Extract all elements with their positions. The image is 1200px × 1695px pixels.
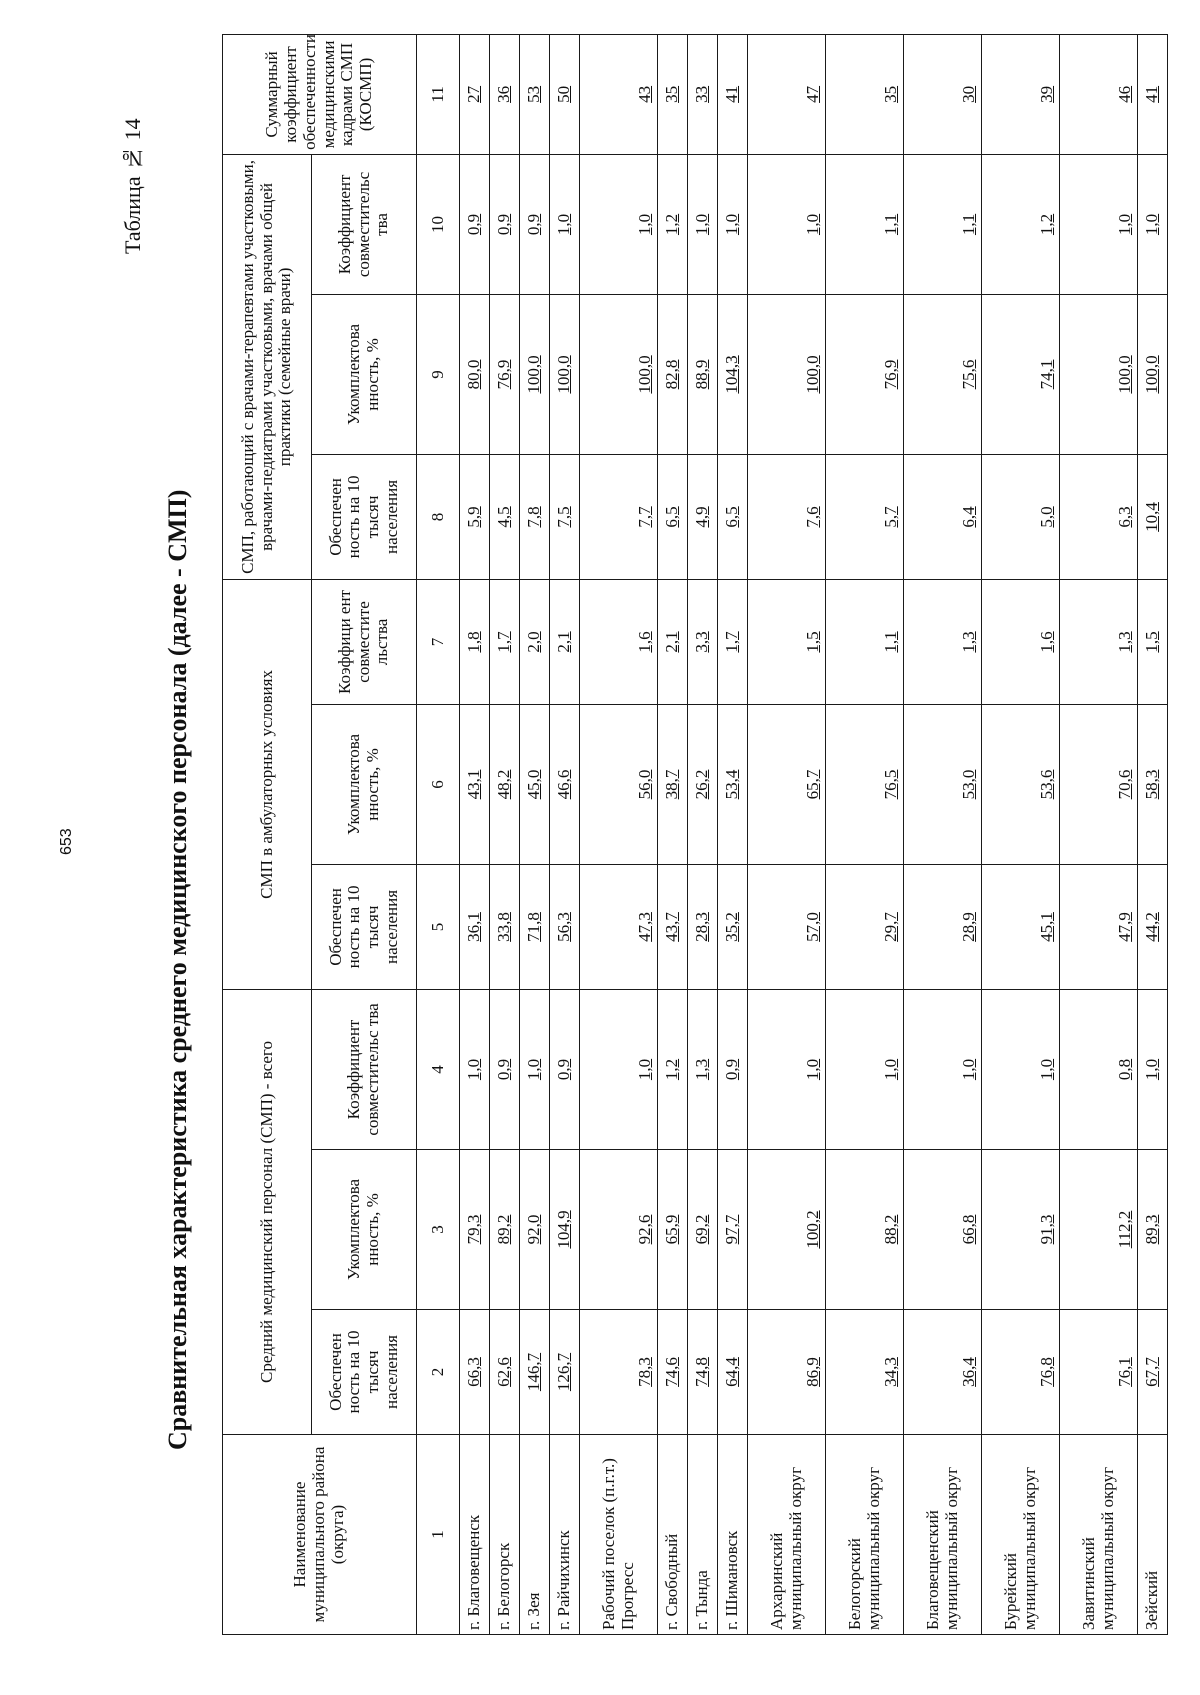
cell-amb-provision: 47,3	[580, 864, 658, 989]
cell-kosmp: 35	[658, 34, 688, 154]
cell-amb-staffing: 53,4	[718, 704, 748, 864]
cell-dist-coef: 1,0	[688, 154, 718, 294]
cell-dist-coef: 1,1	[904, 154, 982, 294]
cell-amb-staffing: 53,6	[982, 704, 1060, 864]
row-name-cell: Белогорский муниципальный округ	[826, 1435, 904, 1635]
cell-total-provision: 74,6	[658, 1310, 688, 1435]
header-dist-provision: Обеспечен ность на 10 тысяч населения	[312, 454, 417, 579]
cell-total-provision: 86,9	[748, 1310, 826, 1435]
cell-dist-staffing: 100,0	[748, 294, 826, 454]
cell-total-provision: 62,6	[490, 1310, 520, 1435]
cell-kosmp: 47	[748, 34, 826, 154]
table-row	[550, 34, 580, 1634]
header-total-staffing: Укомплектова нность, %	[312, 1150, 417, 1310]
cell-dist-coef: 1,0	[748, 154, 826, 294]
cell-total-provision: 78,3	[580, 1310, 658, 1435]
header-total-provision: Обеспечен ность на 10 тысяч населения	[312, 1310, 417, 1435]
cell-amb-provision: 36,1	[460, 864, 490, 989]
cell-amb-staffing: 58,3	[1138, 704, 1168, 864]
row-name-cell: г. Тында	[688, 1435, 718, 1635]
cell-amb-staffing: 65,7	[748, 704, 826, 864]
cell-total-staffing: 66,8	[904, 1150, 982, 1310]
cell-dist-coef: 0,9	[490, 154, 520, 294]
cell-amb-provision: 33,8	[490, 864, 520, 989]
cell-amb-staffing: 26,2	[688, 704, 718, 864]
cell-dist-coef: 1,0	[1138, 154, 1168, 294]
cell-dist-provision: 6,4	[904, 454, 982, 579]
cell-total-staffing: 89,2	[490, 1150, 520, 1310]
cell-amb-staffing: 48,2	[490, 704, 520, 864]
cell-amb-coef: 1,3	[904, 579, 982, 704]
cell-dist-staffing: 88,9	[688, 294, 718, 454]
row-name-cell: Архаринский муниципальный округ	[748, 1435, 826, 1635]
header-total-coef: Коэффициент совместительс тва	[312, 989, 417, 1149]
table-label: Таблица № 14	[120, 118, 145, 254]
header-row-groups	[223, 34, 312, 1634]
row-name-cell: Завитинский муниципальный округ	[1060, 1435, 1138, 1635]
cell-kosmp: 53	[520, 34, 550, 154]
cell-dist-provision: 7,7	[580, 454, 658, 579]
cell-amb-provision: 57,0	[748, 864, 826, 989]
cell-amb-staffing: 70,6	[1060, 704, 1138, 864]
cell-amb-staffing: 38,7	[658, 704, 688, 864]
cell-dist-provision: 7,8	[520, 454, 550, 579]
cell-amb-provision: 47,9	[1060, 864, 1138, 989]
cell-kosmp: 39	[982, 34, 1060, 154]
table-title: Сравнительная характеристика среднего медицинского персонала (далее - СМП)	[163, 489, 192, 1451]
cell-amb-coef: 1,3	[1060, 579, 1138, 704]
cell-amb-coef: 1,6	[982, 579, 1060, 704]
cell-total-provision: 74,8	[688, 1310, 718, 1435]
cell-amb-coef: 3,3	[688, 579, 718, 704]
cell-kosmp: 41	[718, 34, 748, 154]
cell-amb-coef: 2,1	[550, 579, 580, 704]
cell-total-coef: 0,9	[718, 989, 748, 1149]
cell-amb-provision: 28,9	[904, 864, 982, 989]
cell-total-staffing: 89,3	[1138, 1150, 1168, 1310]
row-name-cell: Зейский	[1138, 1435, 1168, 1635]
cell-dist-staffing: 100,0	[1138, 294, 1168, 454]
cell-total-provision: 34,3	[826, 1310, 904, 1435]
cell-total-provision: 146,7	[520, 1310, 550, 1435]
table-row	[982, 34, 1060, 1634]
cell-dist-coef: 1,1	[826, 154, 904, 294]
header-kosmp: Суммарный коэффициент обеспеченности медицинскими кадрами СМП (КОСМП)	[223, 34, 417, 154]
cell-total-provision: 126,7	[550, 1310, 580, 1435]
cell-dist-provision: 4,9	[688, 454, 718, 579]
header-dist-staffing: Укомплектова нность, %	[312, 294, 417, 454]
cell-dist-coef: 1,0	[580, 154, 658, 294]
cell-amb-provision: 43,7	[658, 864, 688, 989]
column-number: 9	[417, 294, 460, 454]
row-name-cell: г. Зея	[520, 1435, 550, 1635]
row-name-cell: г. Райчихинск	[550, 1435, 580, 1635]
row-name-cell: г. Шимановск	[718, 1435, 748, 1635]
cell-kosmp: 36	[490, 34, 520, 154]
cell-dist-staffing: 100,0	[1060, 294, 1138, 454]
column-number: 10	[417, 154, 460, 294]
cell-total-coef: 1,2	[658, 989, 688, 1149]
cell-dist-provision: 7,5	[550, 454, 580, 579]
cell-amb-coef: 2,1	[658, 579, 688, 704]
table-row	[826, 34, 904, 1634]
row-name-cell: г. Благовещенск	[460, 1435, 490, 1635]
cell-amb-staffing: 46,6	[550, 704, 580, 864]
column-number: 2	[417, 1310, 460, 1435]
header-row-sub	[312, 34, 417, 1634]
table-row	[1138, 34, 1168, 1634]
column-number: 8	[417, 454, 460, 579]
column-number: 5	[417, 864, 460, 989]
cell-total-coef: 1,0	[580, 989, 658, 1149]
cell-dist-staffing: 100,0	[550, 294, 580, 454]
cell-dist-staffing: 80,0	[460, 294, 490, 454]
table-body	[417, 34, 1168, 1634]
staff-comparison-table	[222, 34, 1168, 1635]
row-name-cell: г. Белогорск	[490, 1435, 520, 1635]
cell-total-provision: 36,4	[904, 1310, 982, 1435]
cell-dist-coef: 0,9	[520, 154, 550, 294]
cell-total-coef: 1,0	[748, 989, 826, 1149]
table-row	[490, 34, 520, 1634]
cell-total-staffing: 88,2	[826, 1150, 904, 1310]
cell-total-coef: 1,3	[688, 989, 718, 1149]
cell-amb-coef: 1,7	[490, 579, 520, 704]
cell-total-provision: 76,8	[982, 1310, 1060, 1435]
header-amb-provision: Обеспечен ность на 10 тысяч населения	[312, 864, 417, 989]
cell-total-coef: 1,0	[982, 989, 1060, 1149]
cell-amb-coef: 1,5	[748, 579, 826, 704]
cell-amb-staffing: 45,0	[520, 704, 550, 864]
cell-dist-provision: 6,5	[718, 454, 748, 579]
table-row	[460, 34, 490, 1634]
cell-total-coef: 1,0	[826, 989, 904, 1149]
cell-total-staffing: 65,9	[658, 1150, 688, 1310]
cell-dist-coef: 1,0	[550, 154, 580, 294]
cell-total-coef: 1,0	[460, 989, 490, 1149]
cell-dist-staffing: 76,9	[826, 294, 904, 454]
cell-amb-provision: 44,2	[1138, 864, 1168, 989]
table-row	[748, 34, 826, 1634]
page-number: 653	[58, 828, 75, 856]
cell-amb-staffing: 76,5	[826, 704, 904, 864]
cell-total-provision: 76,1	[1060, 1310, 1138, 1435]
cell-kosmp: 43	[580, 34, 658, 154]
column-number: 1	[417, 1435, 460, 1635]
cell-total-coef: 1,0	[904, 989, 982, 1149]
header-group-district: СМП, работающий с врачами-терапевтами участковыми, врачами-педиатрами участковыми, врачами общей практики (семейные врачи)	[223, 154, 312, 579]
cell-dist-provision: 7,6	[748, 454, 826, 579]
cell-amb-coef: 1,5	[1138, 579, 1168, 704]
cell-total-staffing: 92,6	[580, 1150, 658, 1310]
cell-total-coef: 1,0	[520, 989, 550, 1149]
column-number: 6	[417, 704, 460, 864]
cell-total-staffing: 97,7	[718, 1150, 748, 1310]
cell-amb-coef: 2,0	[520, 579, 550, 704]
header-amb-staffing: Укомплектова нность, %	[312, 704, 417, 864]
cell-amb-staffing: 56,0	[580, 704, 658, 864]
cell-total-staffing: 69,2	[688, 1150, 718, 1310]
cell-dist-staffing: 100,0	[580, 294, 658, 454]
row-name-cell: г. Свободный	[658, 1435, 688, 1635]
row-name-cell: Рабочий поселок (п.г.т.) Прогресс	[580, 1435, 658, 1635]
cell-amb-provision: 71,8	[520, 864, 550, 989]
cell-dist-coef: 1,2	[982, 154, 1060, 294]
cell-kosmp: 50	[550, 34, 580, 154]
table-row	[580, 34, 658, 1634]
rotated-table-container	[222, 35, 1200, 1635]
column-number: 7	[417, 579, 460, 704]
table-row	[658, 34, 688, 1634]
column-number: 3	[417, 1150, 460, 1310]
cell-dist-provision: 6,5	[658, 454, 688, 579]
cell-dist-provision: 5,0	[982, 454, 1060, 579]
cell-amb-coef: 1,1	[826, 579, 904, 704]
cell-amb-provision: 29,7	[826, 864, 904, 989]
cell-kosmp: 35	[826, 34, 904, 154]
cell-dist-staffing: 75,6	[904, 294, 982, 454]
header-name: Наименование муниципального района (округа)	[223, 1435, 417, 1635]
cell-total-staffing: 92,0	[520, 1150, 550, 1310]
table-row	[520, 34, 550, 1634]
cell-dist-provision: 5,7	[826, 454, 904, 579]
cell-dist-staffing: 74,1	[982, 294, 1060, 454]
cell-amb-provision: 45,1	[982, 864, 1060, 989]
cell-total-coef: 0,9	[550, 989, 580, 1149]
column-number: 4	[417, 989, 460, 1149]
cell-kosmp: 41	[1138, 34, 1168, 154]
cell-dist-coef: 0,9	[460, 154, 490, 294]
cell-amb-provision: 56,3	[550, 864, 580, 989]
cell-kosmp: 46	[1060, 34, 1138, 154]
cell-dist-coef: 1,0	[1060, 154, 1138, 294]
cell-total-provision: 67,7	[1138, 1310, 1168, 1435]
cell-kosmp: 27	[460, 34, 490, 154]
cell-dist-provision: 4,5	[490, 454, 520, 579]
cell-total-staffing: 100,2	[748, 1150, 826, 1310]
cell-amb-provision: 35,2	[718, 864, 748, 989]
cell-amb-coef: 1,7	[718, 579, 748, 704]
column-number: 11	[417, 34, 460, 154]
cell-amb-provision: 28,3	[688, 864, 718, 989]
row-name-cell: Бурейский муниципальный округ	[982, 1435, 1060, 1635]
cell-dist-staffing: 100,0	[520, 294, 550, 454]
cell-amb-staffing: 53,0	[904, 704, 982, 864]
cell-dist-provision: 6,3	[1060, 454, 1138, 579]
column-number-row	[417, 34, 460, 1634]
cell-amb-coef: 1,8	[460, 579, 490, 704]
header-group-total: Средний медицинский персонал (СМП) - всего	[223, 989, 312, 1434]
cell-dist-staffing: 104,3	[718, 294, 748, 454]
cell-total-provision: 66,3	[460, 1310, 490, 1435]
cell-total-provision: 64,4	[718, 1310, 748, 1435]
table-row	[904, 34, 982, 1634]
cell-total-staffing: 112,2	[1060, 1150, 1138, 1310]
row-name-cell: Благовещенский муниципальный округ	[904, 1435, 982, 1635]
cell-total-staffing: 91,3	[982, 1150, 1060, 1310]
cell-dist-coef: 1,0	[718, 154, 748, 294]
table-row	[688, 34, 718, 1634]
cell-dist-staffing: 82,8	[658, 294, 688, 454]
cell-dist-staffing: 76,9	[490, 294, 520, 454]
cell-kosmp: 30	[904, 34, 982, 154]
header-amb-coef: Коэффици ент совместите льства	[312, 579, 417, 704]
cell-dist-provision: 5,9	[460, 454, 490, 579]
cell-amb-coef: 1,6	[580, 579, 658, 704]
header-dist-coef: Коэффициент совместительс тва	[312, 154, 417, 294]
cell-dist-coef: 1,2	[658, 154, 688, 294]
cell-kosmp: 33	[688, 34, 718, 154]
cell-total-staffing: 79,3	[460, 1150, 490, 1310]
cell-total-coef: 0,9	[490, 989, 520, 1149]
cell-dist-provision: 10,4	[1138, 454, 1168, 579]
cell-total-coef: 1,0	[1138, 989, 1168, 1149]
cell-total-staffing: 104,9	[550, 1150, 580, 1310]
table-row	[718, 34, 748, 1634]
cell-total-coef: 0,8	[1060, 989, 1138, 1149]
cell-amb-staffing: 43,1	[460, 704, 490, 864]
table-row	[1060, 34, 1138, 1634]
header-group-ambulatory: СМП в амбулаторных условиях	[223, 579, 312, 989]
